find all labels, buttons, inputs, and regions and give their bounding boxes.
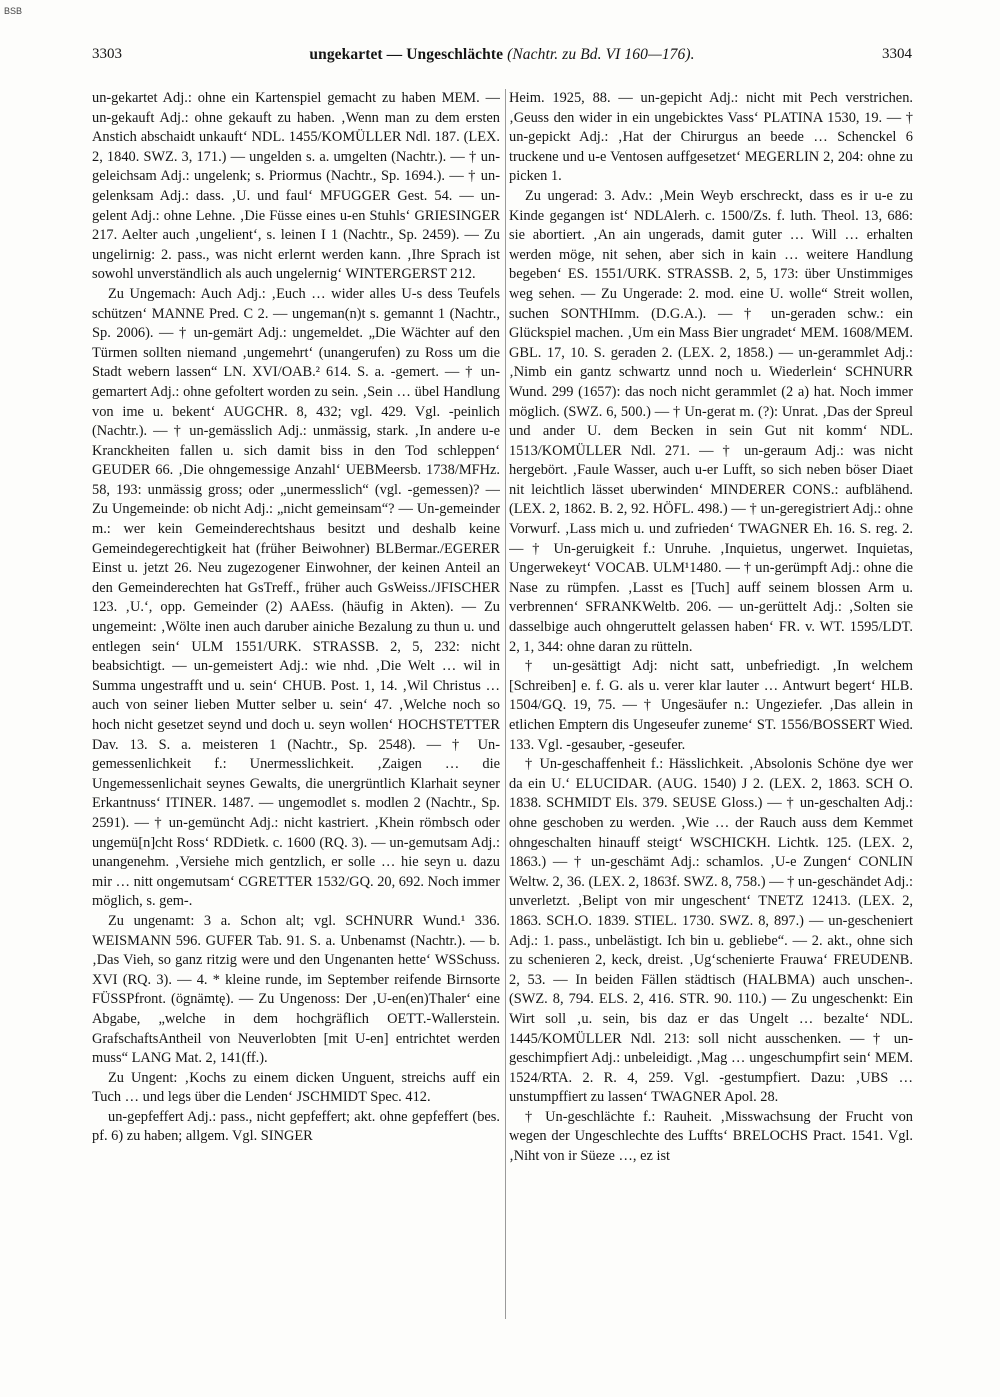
entry-paragraph: Zu ungenamt: 3 a. Schon alt; vgl. SCHNURR Wund.¹ 336. WEISMANN 596. GUFER Tab. 91. S. a. Unbenamst (Nachtr.). — b. ‚Das Vieh, so ganz ritzig were und den Ungenanten hette‘ WSSchuss. XVI (RQ. 3). — 4. * kleine runde, im September reifende Birnsorte FÜSSPfront. (ögnämtę). — Zu Ungenoss: Der ‚U-en(en)Thaler‘ eine Abgabe, „welche in dem hochgräflich OETT.-Wallerstein. GrafschaftsAntheil von Neuverlobten [mit U-en] entrichtet werden muss“ LANG Mat. 2, 141(ff.).	[92, 912, 500, 1067]
entry-paragraph: Zu Ungemach: Auch Adj.: ‚Euch … wider alles U-s dess Teufels schützen‘ MANNE Pred. C 2. — ungeman(n)t s. gemannt 1 (Nachtr., Sp. 2006). — † un-gemärt Adj.: ungemeldet. „Die Wächter auf den Türmen sollten niemand ‚ungemehrt‘ (unangerufen) zu Ross um die Stadt webern lassen“ LN. XVI/OAB.² 614. S. a. -gemert. — † un-gemartert Adj.: ohne gefoltert worden zu sein. ‚Sein … übel Handlung von ime u. bekent‘ AUGCHR. 8, 432; vgl. 429. Vgl. -peinlich (Nachtr.). — † un-gemässlich Adj.: unmässig, stark. ‚In andere u-e Kranckheiten fallen u. sich damit biss in den Tod schleppen‘ GEUDER 66. ‚Die ohngemessige Anzahl‘ UEBMeersb. 1738/MFHz. 58, 193: unmässig gross; oder „unermesslich“ (vgl. -gemessen)? — Zu Ungemeinde: ob nicht Adj.: „nicht gemeinsam“? — Un-gemeinder m.: wer kein Gemeinderechtshaus besitzt und deshalb keine Gemeindegerechtigkeit hat (früher Beiwohner) BLBermar./EGERER Einst u. jetzt 26. Neu zugezogener Einwohner, der keinen Anteil an den Gemeinderechten hat GsTreff., früher auch GsWeiss./JFISCHER 123. ‚U.‘, opp. Gemeinder (2) AAEss. (häufig in Akten). — Zu ungemeint: ‚Wölte inen auch daruber ainiche Bezalung zu thun u. und entlegen sein‘ ULM 1551/URK. STRASSB. 2, 5, 232: nicht beabsichtigt. — un-gemeistert Adj.: wie nhd. ‚Die Welt … wil in Summa ungestrafft und u. sein‘ CHUB. Post. 1, 14. ‚Wil Christus … auch von seiner lieben Mutter selber u. sein‘ 47. ‚Welche noch so hoch nicht gesetzet seynd und doch u. seyn wollen‘ HOCHSTETTER Dav. 13. S. a. meisteren 1 (Nachtr., Sp. 2548). — † Un-gemessenlichkeit f.: Unermesslichkeit. ‚Zaigen … die Ungemessenlichait seynes Gewalts, die unergrüntlich Klarhait seyner Erkantnuss‘ ITINER. 1487. — ungemodlet s. modlen 2 (Nachtr., Sp. 2591). — † un-gemüncht Adj.: nicht kastriert. ‚Khein römbsch oder ungemü[n]cht Ross‘ RDDietk. c. 1600 (RQ. 3). — un-gemutsam Adj.: unangenehm. ‚Versiehe mich gentzlich, er solle … hie seyn u. dazu mir … nitt ongemutsam‘ CGRETTER 1532/GQ. 20, 692. Noch immer möglich, s. gem-.	[92, 285, 500, 910]
entry-paragraph: † Un-geschaffenheit f.: Hässlichkeit. ‚Absolonis Schöne dye wer da ein U.‘ ELUCIDAR. (AUG. 1540) J 2. (LEX. 2, 1863. SCH O. 1838. SCHMIDT Els. 379. SEUSE Gloss.) — † un-geschalten Adj.: ohne geschoben zu werden. ‚Wie … der Rauch auss dem Kemmet ohngeschalten hinauff steigt‘ WSCHICKH. Lichtk. 125. (LEX. 2, 1863.) — † un-geschämt Adj.: schamlos. ‚U-e Zungen‘ CONLIN Weltw. 2, 36. (LEX. 2, 1863f. SWZ. 8, 758.) — † un-geschändet Adj.: unverletzt. ‚Belipt von mir ungeschent‘ TNETZ 12413. (LEX. 2, 1863. SCH.O. 1839. STIEL. 1730. SWZ. 8, 897.) — un-gescheniert Adj.: 1. pass., unbelästigt. Ich bin u. gebliebe“. — 2. akt., ohne sich zu schenieren 2, keck, dreist. ‚Ug‘schenierte Frauwa‘ FREUDENB. 2, 53. — In beiden Fällen städtisch (HALBMA) auch unschen-. (SWZ. 8, 794. ELS. 2, 416. STR. 90. 110.) — Zu ungeschenkt: Ein Wirt soll ‚u. sein, bis daz er das Ungelt … bezalte‘ NDL. 1445/KOMÜLLER Ndl. 213: soll nicht ausschenken. — † un-geschimpfiert Adj.: unbeleidigt. ‚Mag … ungeschumpfirt sein‘ MEM. 1524/RTA. 2. R. 4, 259. Vgl. -gestumpfiert. Dazu: ‚UBS … unstumpffiert zu lassen‘ TWAGNER Apol. 28.	[509, 756, 913, 1106]
running-title-sub: (Nachtr. zu Bd. VI 160—176).	[507, 46, 695, 63]
left-column	[92, 89, 500, 1389]
page-number-left: 3303	[92, 46, 122, 62]
entry-paragraph: Zu ungerad: 3. Adv.: ‚Mein Weyb erschreckt, dass es ir u-e zu Kinde gegangen ist‘ NDLAlerh. c. 1500/Zs. f. luth. Theol. 13, 686: sie abortiert. ‚An ain ungerads, damit guter … Will … erhalten werden möge, nit sehen, aber sich in kain … weitere Handlung begeben‘ ES. 1551/URK. STRASSB. 2, 5, 173: über Unstimmiges weg sehen. — Zu Ungerade: 2. mod. eine U. wolle“ Streit wollen, suchen SONTHImm. (D.G.A.). — † un-geraden schw.: ein Glückspiel machen. ‚Um ein Mass Bier ungradet‘ MEM. 1608/MEM. GBL. 17, 10. S. geraden 2. (LEX. 2, 1858.) — un-gerammlet Adj.: ‚Nimb ein gantz schwartz unnd noch u. Wiederlein‘ SCHNURR Wund. 299 (1657): das noch nicht gerammlet (2 a) hat. Noch immer möglich. (SWZ. 6, 500.) — † Un-gerat m. (?): Unrat. ‚Das der Spreul und ander U. dem Becken in sein Gut nit komm‘ NDL. 1513/KOMÜLLER Ndl. 271. — † un-geraum Adj.: was nicht hergebört. ‚Faule Wasser, auch u-er Lufft, so sich neben böser Diaet nit leichtlich lässet uberwinden‘ MINDERER CONS.: aufblähend. (LEX. 2, 1862. B. 2, 92. HÖFL. 498.) — † un-geregistriert Adj.: ohne Vorwurf. ‚Lass mich u. und zufrieden‘ TWAGNER Eh. 16. S. reg. 2. — † Un-geruigkeit f.: Unruhe. ‚Inquietus, ungerwet. Inquietas, Ungerwekeyt‘ VOCAB. ULM¹1480. — † un-gerümpft Adj.: ohne die Nase zu rümpfen. ‚Lasst es [Tuch] auff seinem blossen Arm u. verbrennen‘ SFRANKWeltb. 206. — un-gerüttelt Adj.: ‚Solten sie dasselbige auch ohngeruttelt gelassen haben‘ FR. v. WT. 1595/LDT. 2, 1, 344: ohne daran zu rütteln.	[509, 187, 913, 655]
column-divider	[505, 89, 506, 1319]
running-title-main: ungekartet — Ungeschlächte	[309, 46, 504, 63]
entry-paragraph: un-gepfeffert Adj.: pass., nicht gepfeffert; akt. ohne gepfeffert (bes. pf. 6) zu haben; allgem. Vgl. SINGER	[92, 1108, 500, 1145]
running-title	[92, 46, 912, 64]
entry-paragraph: † un-gesättigt Adj: nicht satt, unbefriedigt. ‚In welchem [Schreiben] e. f. G. als u. verer klar lauter … Antwurt begert‘ HLB. 1504/GQ. 19, 75. — † Ungesäufer n.: Ungeziefer. ‚Das allein in etlichen Emptern dis Ungeseufer zuneme‘ ST. 1556/BOSSERT Wied. 133. Vgl. -gesauber, -geseufer.	[509, 658, 913, 753]
page-header	[92, 46, 912, 72]
entry-paragraph: Heim. 1925, 88. — un-gepicht Adj.: nicht mit Pech verstrichen. ‚Geuss den wider in ein ungebicktes Vass‘ PLATINA 1530, 19. — † un-gepickt Adj.: ‚Hat der Chirurgus an beede … Schenckel 6 truckene und u-e Ventosen auffgesetzet‘ MEGERLIN 2, 204: ohne zu picken 1.	[509, 90, 913, 185]
entry-paragraph: † Un-geschlächte f.: Rauheit. ‚Misswachsung der Frucht von wegen der Ungeschlechte des Luffts‘ BRELOCHS Pract. 1541. Vgl. ‚Niht von ir Süeze …, ez ist	[509, 1108, 913, 1165]
page-number-right: 3304	[882, 46, 912, 62]
right-column	[509, 89, 913, 1389]
entry-paragraph: Zu Ungent: ‚Kochs zu einem dicken Unguent, streichs auff ein Tuch … und legs über die Lenden‘ JSCHMIDT Spec. 412.	[92, 1069, 500, 1106]
library-stamp: BSB	[4, 6, 23, 16]
entry-paragraph: un-gekartet Adj.: ohne ein Kartenspiel gemacht zu haben MEM. — un-gekauft Adj.: ohne gekauft zu haben. ‚Wenn man zu dem ersten Anstich abschaidt unkauft‘ NDL. 1455/KOMÜLLER Ndl. 187. (LEX. 2, 1840. SWZ. 3, 171.) — ungelden s. a. umgelten (Nachtr.). — † un-geleichsam Adj.: ungelenk; s. Priormus (Nachtr., Sp. 1694.). — † un-gelenksam Adj.: dass. ‚U. und faul‘ MFUGGER Gest. 54. — un-gelent Adj.: ohne Lehne. ‚Die Füsse eines u-en Stuhls‘ GRIESINGER 217. Aelter auch ‚ungelient‘, s. leinen I 1 (Nachtr., Sp. 2459). — Zu ungelirnig: 2. pass., was nicht erlernt werden kann. ‚Ihre Sprach ist sowohl unverständlich als auch ungelernig‘ WINTERGERST 212.	[92, 90, 500, 283]
